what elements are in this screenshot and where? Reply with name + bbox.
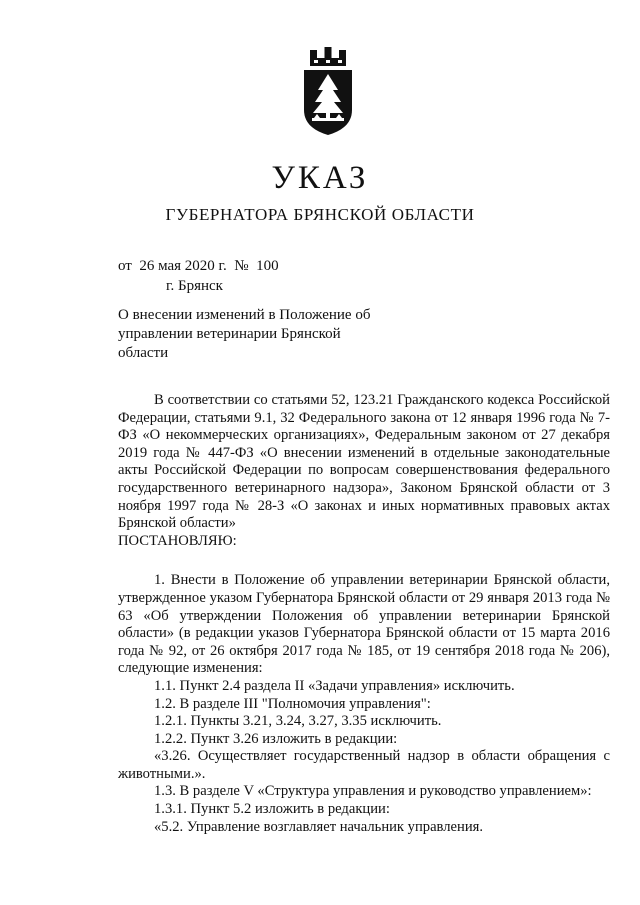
paragraph-1-2-1: 1.2.1. Пункты 3.21, 3.24, 3.27, 3.35 исключить. xyxy=(154,713,442,730)
document-title: УКАЗ xyxy=(271,160,369,196)
quote-5-2: «5.2. Управление возглавляет начальник управления. xyxy=(154,818,483,835)
date-prefix: от xyxy=(118,258,132,274)
paragraph-1-2-2: 1.2.2. Пункт 3.26 изложить в редакции: xyxy=(154,730,398,747)
paragraph-1-2: 1.2. В разделе III "Полномочия управления": xyxy=(154,695,431,712)
paragraph-1: 1. Внести в Положение об управлении ветеринарии Брянской области, утвержденное указом Губернатора Брянской области от 29 января 2013 года № 63 «Об утверждении Положения об управлении ветеринарии Брянской области» (в редакции указов Губернатора Брянской области от 15 марта 2016 года № 92, от 26 октября 2017 года № 185, от 19 сентября 2018 года № 206), следующие изменения: xyxy=(118,572,610,677)
document-subject: О внесении изменений в Положение об управлении ветеринарии Брянской области xyxy=(118,307,371,361)
shield-icon xyxy=(304,70,352,135)
date-line xyxy=(118,256,279,276)
crown-icon xyxy=(310,47,346,66)
paragraph-1-3-1: 1.3.1. Пункт 5.2 изложить в редакции: xyxy=(154,801,390,818)
decree-word: ПОСТАНОВЛЯЮ: xyxy=(118,532,237,549)
document-date: 26 мая 2020 г. xyxy=(139,258,227,274)
preamble-paragraph: В соответствии со статьями 52, 123.21 Гражданского кодекса Российской Федерации, статьями 9.1, 32 Федерального закона от 12 января 1996 года № 7-ФЗ «О некоммерческих организациях», Федеральным законом от 27 декабря 2019 года № 447-ФЗ «О внесении изменений в отдельные законодательные акты Российской Федерации по вопросам совершенствования федерального государственного ветеринарного надзора», Законом Брянской области от 3 ноября 1997 года № 28-З «О законах и иных нормативных правовых актах Брянской области» xyxy=(118,392,610,532)
city: г. Брянск xyxy=(166,278,223,294)
document-number: 100 xyxy=(256,258,279,274)
coat-of-arms-icon xyxy=(296,44,360,138)
quote-3-26: «3.26. Осуществляет государственный надзор в области обращения с животными.». xyxy=(118,748,610,782)
document-body xyxy=(118,392,610,836)
number-sign: № xyxy=(234,258,249,274)
paragraph-1-3: 1.3. В разделе V «Структура управления и руководство управлением»: xyxy=(154,783,592,800)
paragraph-1-1: 1.1. Пункт 2.4 раздела II «Задачи управления» исключить. xyxy=(154,677,515,694)
document-subtitle: ГУБЕРНАТОРА БРЯНСКОЙ ОБЛАСТИ xyxy=(165,205,475,224)
